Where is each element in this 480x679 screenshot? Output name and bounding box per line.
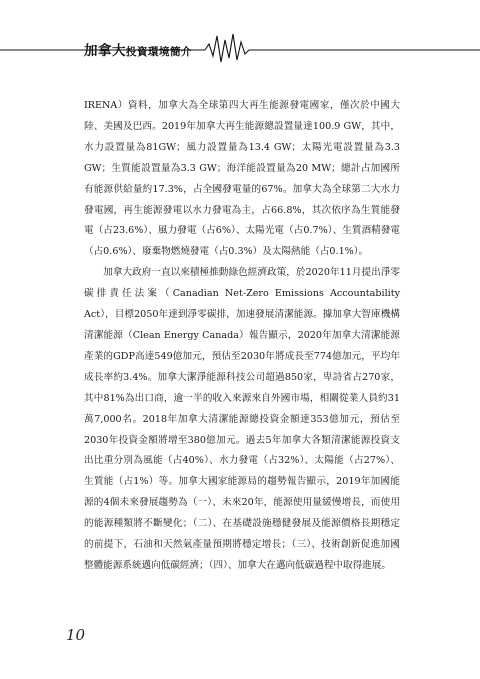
paragraph-renewable-energy: IRENA）資料，加拿大為全球第四大再生能源發電國家，僅次於中國大陸、美國及巴西。2019年加拿大再生能源總設置量達100.9 GW，其中，水力設置量為81GW；風力設置量為13.4 GW；太陽光電設置量為3.3 GW；生質能設置量為3.3 GW；海洋能設置量為20 MW；總計占加國所有能源供給量約17.3%，占全國發電量的67%。加拿大為全球第二大水力發電國，再生能源發電以水力發電為主，占66.8%，其次依序為生質能發電（占23.6%）、風力發電（占6%）、太陽光電（占0.7%）、生質酒精發電（占0.6%）、廢棄物燃燒發電（占0.3%）及太陽熱能（占0.1%）。: [84, 100, 400, 258]
page-number: 10: [66, 626, 86, 644]
heartbeat-wave-line-icon: [0, 30, 480, 66]
header-title-sub: 投資環境簡介: [126, 46, 192, 58]
body-text: [84, 96, 400, 577]
header-title: [84, 39, 192, 59]
paragraph-green-economy-policy: 加拿大政府一直以來積極推動綠色經濟政策，於2020年11月提出淨零碳排責任法案（Canadian Net-Zero Emissions Accountability Act），目標2050年達到淨零碳排，加速發展清潔能源。據加拿大智庫機構清潔能源（Clean Energy Canada）報告顯示，2020年加拿大清潔能源產業的GDP高達549億加元，預估至2030年將成長至774億加元，平均年成長率約3.4%。加拿大潔淨能源科技公司超過850家，卑詩省占270家，其中81%為出口商，逾一半的收入來源來自外國市場，相關從業人員約31萬7,000名。2018年加拿大清潔能源總投資金額達353億加元，預估至2030年投資金額將增至380億加元。過去5年加拿大各類清潔能源投資支出比重分別為風能（占40%）、水力發電（占32%）、太陽能（占27%）、生質能（占1%）等。加拿大國家能源局的趨勢報告顯示，2019年加國能源的4個未來發展趨勢為（一）、未來20年，能源使用量緩慢增長，而使用的能源種類將不斷變化；（二）、在基礎設施穩健發展及能源價格長期穩定的前提下，石油和天然氣產量預期將穩定增長；（三）、技術創新促進加國整體能源系統邁向低碳經濟；（四）、加拿大在邁向低碳過程中取得進展。: [84, 267, 400, 571]
header-title-main: 加拿大: [84, 43, 126, 59]
running-header: [0, 30, 480, 66]
